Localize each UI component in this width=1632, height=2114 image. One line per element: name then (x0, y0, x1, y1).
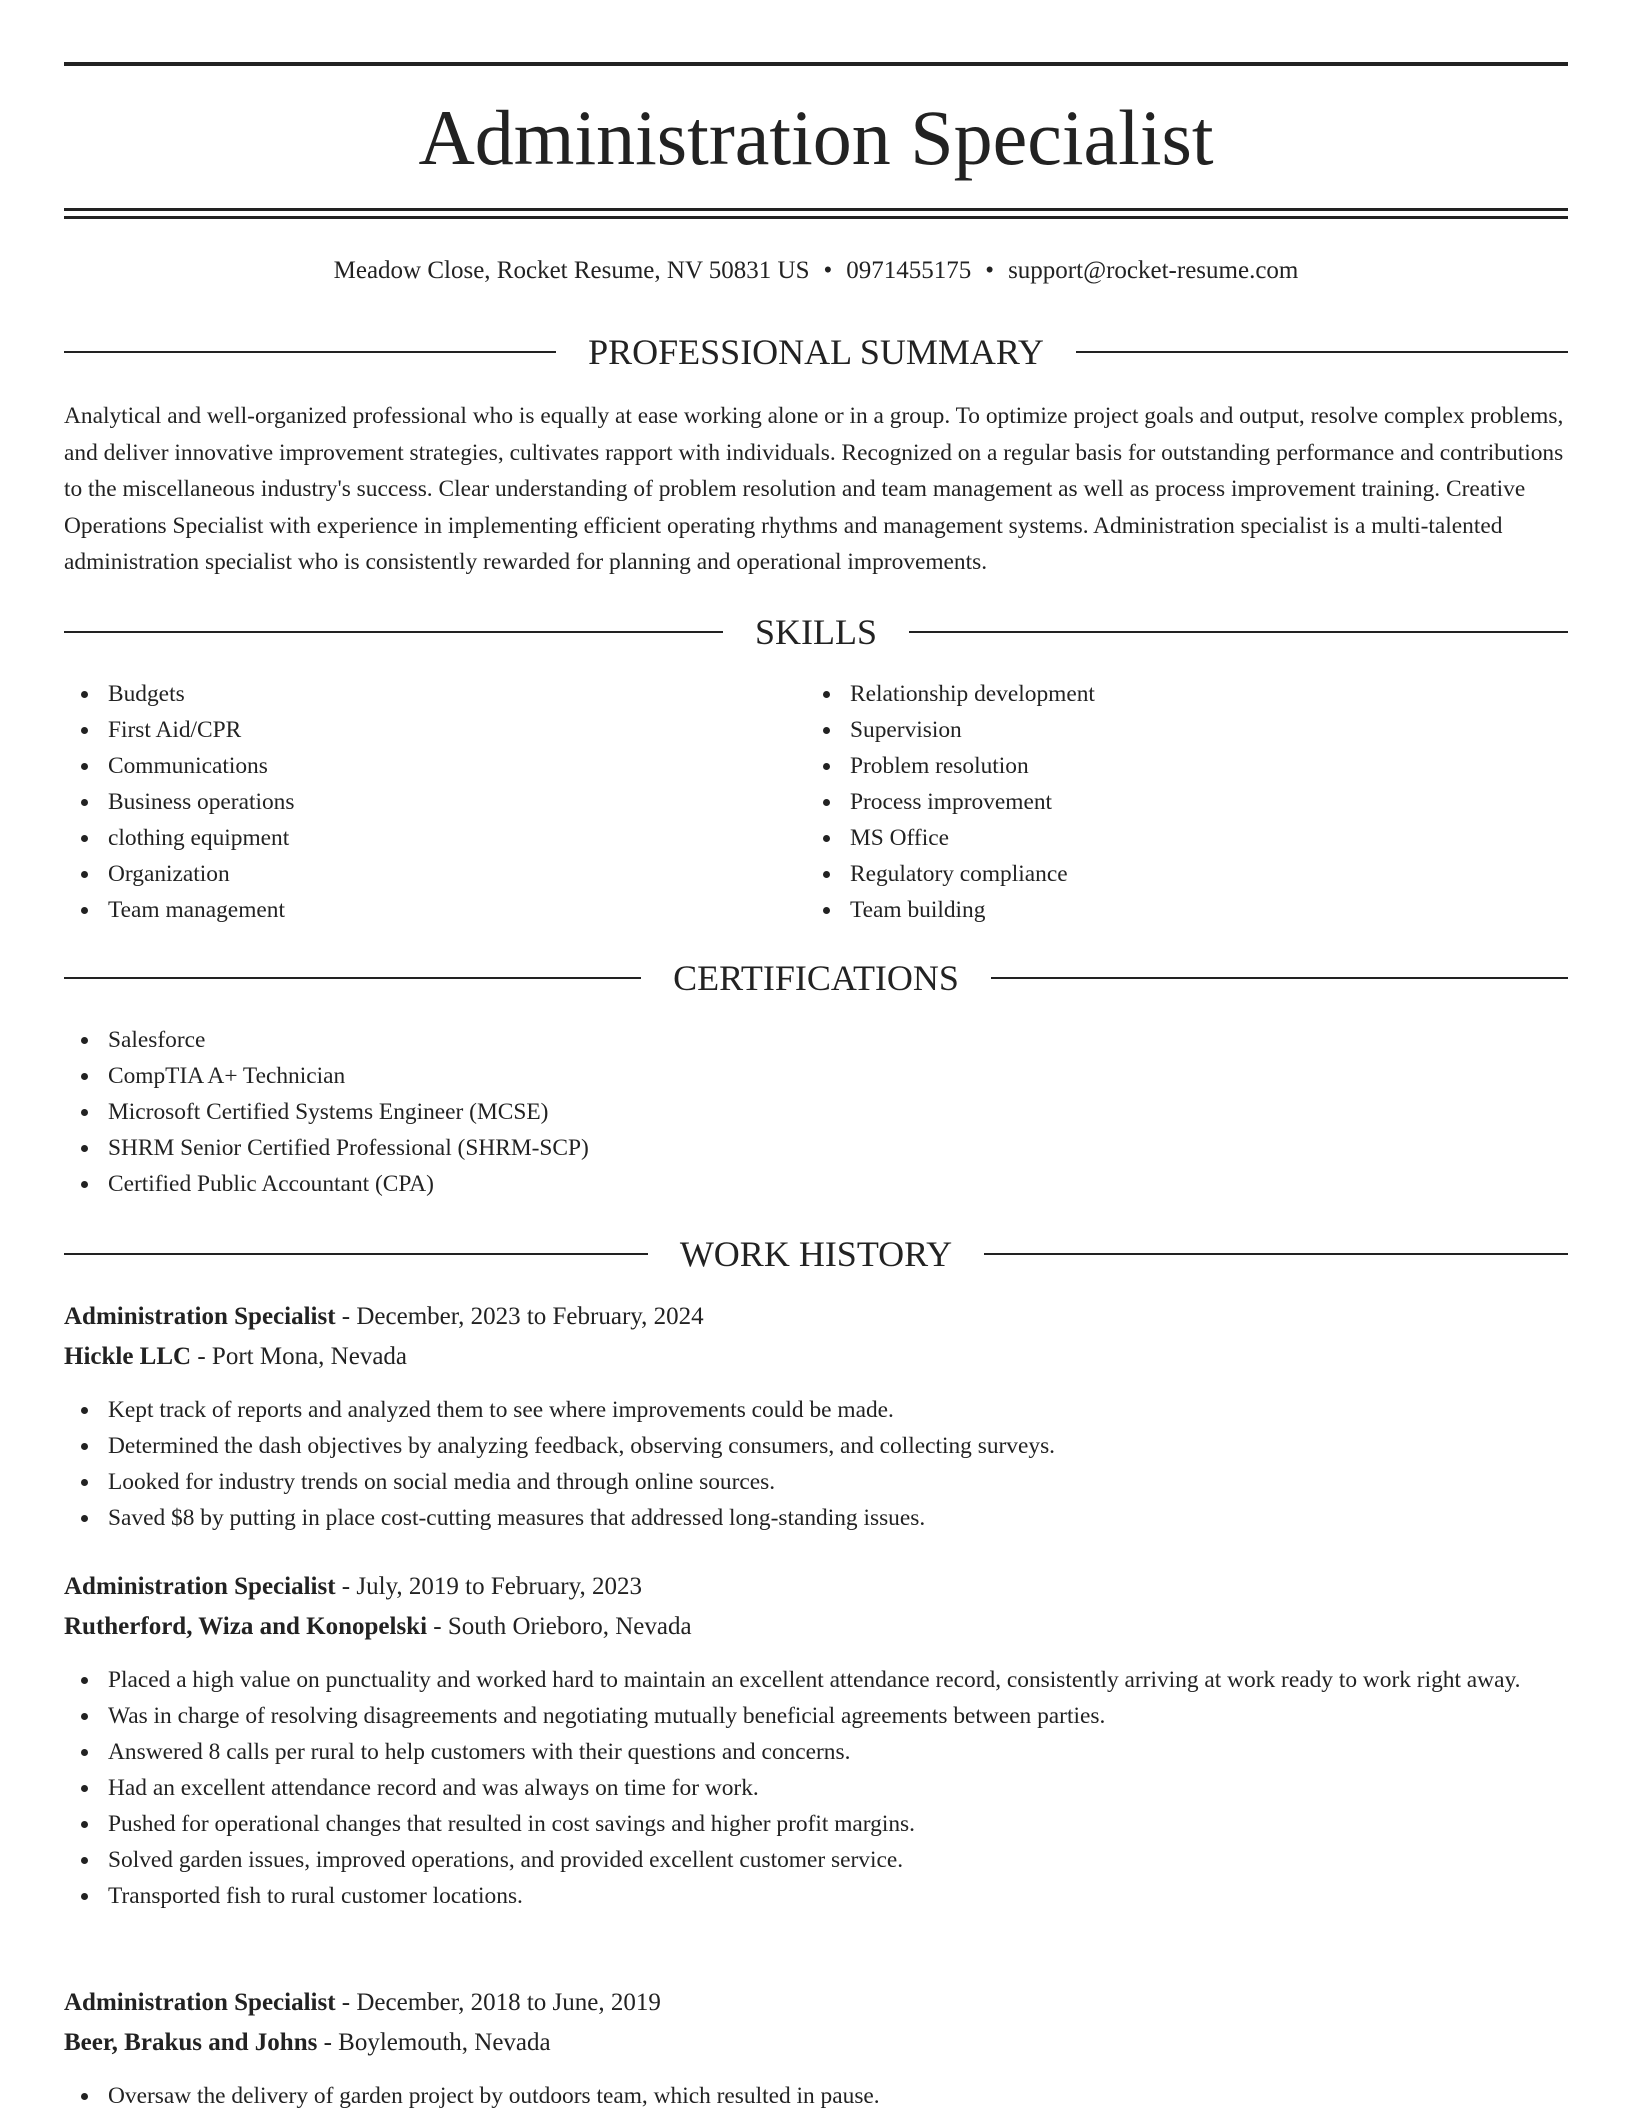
job-location: - Boylemouth, Nevada (317, 2029, 551, 2056)
skills-list-left (64, 676, 804, 928)
job-bullet: Determined the dash objectives by analyzing feedback, observing consumers, and collecting surveys. (64, 1428, 1568, 1464)
job-bullet: Saved $8 by putting in place cost-cutting measures that addressed long-standing issues. (64, 1500, 1568, 1536)
job-bullet: Kept track of reports and analyzed them to see where improvements could be made. (64, 1392, 1568, 1428)
skill-item: Team building (806, 892, 1566, 928)
job-dates: - July, 2019 to February, 2023 (335, 1573, 642, 1600)
job-dates: - December, 2023 to February, 2024 (335, 1303, 704, 1330)
heading-rule-left (64, 1253, 648, 1255)
work-history-heading (64, 1234, 1568, 1274)
skill-item: Problem resolution (806, 748, 1566, 784)
job-company: Rutherford, Wiza and Konopelski (64, 1613, 428, 1640)
certification-item: Salesforce (64, 1022, 1568, 1058)
job-company-line (64, 1337, 1568, 1377)
job-title-line (64, 1983, 1568, 2023)
job-bullets (64, 1662, 1568, 1914)
contact-separator: • (823, 257, 833, 284)
job-bullet: Pushed for operational changes that resulted in cost savings and higher profit margins. (64, 1806, 1568, 1842)
job-bullets (64, 2078, 1568, 2114)
certification-item: Certified Public Accountant (CPA) (64, 1166, 1568, 1202)
job-title: Administration Specialist (64, 1989, 336, 2016)
contact-email: support@rocket-resume.com (1008, 257, 1299, 284)
skill-item: Regulatory compliance (806, 856, 1566, 892)
skills-list-right (806, 676, 1566, 928)
job-company: Beer, Brakus and Johns (64, 2029, 318, 2056)
certifications-list (64, 1022, 1568, 1202)
skill-item: Team management (64, 892, 804, 928)
certifications-heading-label: CERTIFICATIONS (673, 958, 959, 998)
job-title-line (64, 1567, 1568, 1607)
job-location: - South Orieboro, Nevada (427, 1613, 692, 1640)
job-title: Administration Specialist (64, 1573, 336, 1600)
heading-rule-right (1076, 351, 1568, 353)
job-bullet: Placed a high value on punctuality and worked hard to maintain an excellent attendance record, consistently arriving at work ready to work right away. (64, 1662, 1568, 1698)
summary-heading (64, 332, 1568, 372)
skill-item: First Aid/CPR (64, 712, 804, 748)
title-rule-lower (64, 216, 1568, 219)
certification-item: CompTIA A+ Technician (64, 1058, 1568, 1094)
contact-phone: 0971455175 (846, 257, 972, 284)
job-company-line (64, 1607, 1568, 1647)
resume-title: Administration Specialist (418, 94, 1214, 181)
job-bullet: Solved garden issues, improved operations, and provided excellent customer service. (64, 1842, 1568, 1878)
job-bullet: Oversaw the delivery of garden project by outdoors team, which resulted in pause. (64, 2078, 1568, 2114)
top-rule (64, 62, 1568, 66)
job-title-line (64, 1297, 1568, 1337)
work-history-heading-label: WORK HISTORY (679, 1234, 953, 1274)
heading-rule-right (991, 977, 1568, 979)
job-company: Hickle LLC (64, 1343, 192, 1370)
summary-heading-label: PROFESSIONAL SUMMARY (588, 332, 1044, 372)
title-rule-upper (64, 208, 1568, 211)
job-title: Administration Specialist (64, 1303, 336, 1330)
job-location: - Port Mona, Nevada (191, 1343, 408, 1370)
job-bullet: Was in charge of resolving disagreements and negotiating mutually beneficial agreements between parties. (64, 1698, 1568, 1734)
skill-item: Organization (64, 856, 804, 892)
heading-rule-left (64, 631, 723, 633)
contact-address: Meadow Close, Rocket Resume, NV 50831 US (333, 257, 810, 284)
job-dates: - December, 2018 to June, 2019 (335, 1989, 661, 2016)
skill-item: Budgets (64, 676, 804, 712)
job-bullet: Looked for industry trends on social media and through online sources. (64, 1464, 1568, 1500)
job-bullet: Transported fish to rural customer locations. (64, 1878, 1568, 1914)
skill-item: Business operations (64, 784, 804, 820)
skill-item: Supervision (806, 712, 1566, 748)
summary-text: Analytical and well-organized professional who is equally at ease working alone or in a group. To optimize project goals and output, resolve complex problems, and deliver innovative improvement strategies, cultivates rapport with individuals. Recognized on a regular basis for outstanding performance and contributions to the miscellaneous industry's success. Clear understanding of problem resolution and team management as well as process improvement training. Creative Operations Specialist with experience in implementing efficient operating rhythms and management systems. Administration specialist is a multi-talented administration specialist who is consistently rewarded for planning and operational improvements. (64, 403, 1564, 575)
skills-heading (64, 612, 1568, 652)
certification-item: Microsoft Certified Systems Engineer (MCSE) (64, 1094, 1568, 1130)
job-bullet: Had an excellent attendance record and was always on time for work. (64, 1770, 1568, 1806)
skill-item: Communications (64, 748, 804, 784)
heading-rule-left (64, 977, 641, 979)
heading-rule-right (909, 631, 1568, 633)
skill-item: clothing equipment (64, 820, 804, 856)
job-company-line (64, 2023, 1568, 2063)
job-bullets (64, 1392, 1568, 1536)
contact-separator: • (985, 257, 995, 284)
contact-line (64, 254, 1568, 288)
skills-heading-label: SKILLS (755, 612, 878, 652)
skill-item: Relationship development (806, 676, 1566, 712)
skill-item: MS Office (806, 820, 1566, 856)
heading-rule-right (984, 1253, 1568, 1255)
certifications-heading (64, 958, 1568, 998)
certification-item: SHRM Senior Certified Professional (SHRM-SCP) (64, 1130, 1568, 1166)
skill-item: Process improvement (806, 784, 1566, 820)
job-bullet: Answered 8 calls per rural to help customers with their questions and concerns. (64, 1734, 1568, 1770)
heading-rule-left (64, 351, 556, 353)
